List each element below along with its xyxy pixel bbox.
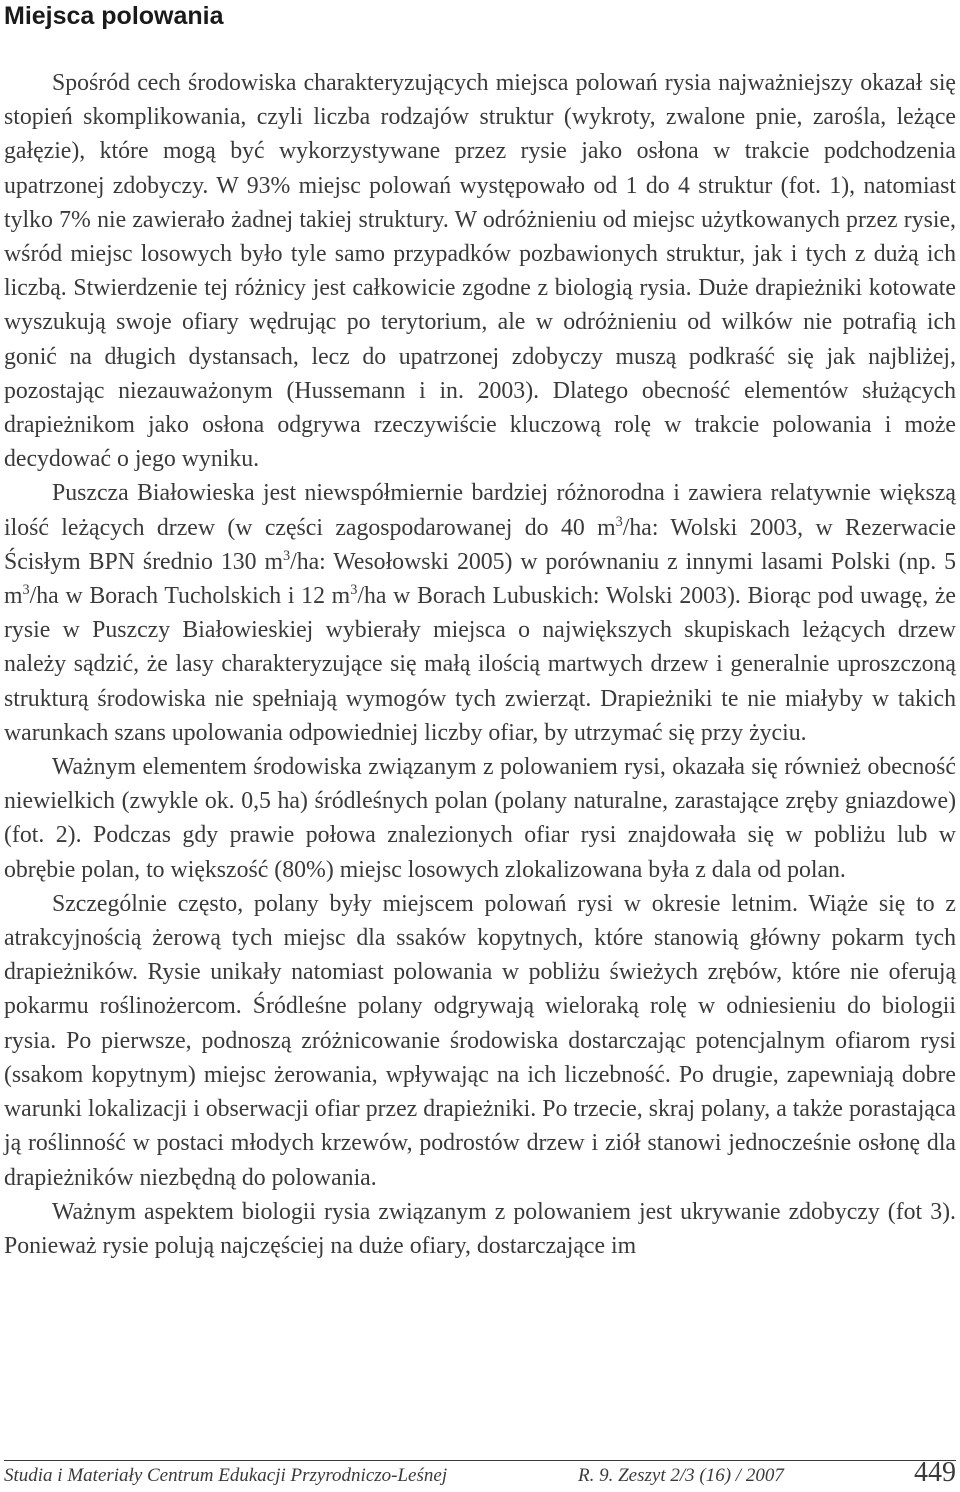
- text-span: /ha w Borach Lubuskich: Wolski 2003). Biorąc pod uwagę, że rysie w Puszczy Białowieskiej wybierały miejsca o największych skupiskach leżących drzew należy sądzić, że lasy charakteryzujące się małą ilością martwych drzew i generalnie uproszczoną strukturą środowiska nie spełniają wymogów tych zwierząt. Drapieżniki te nie miałyby w takich warunkach szans upolowania odpowiedniej liczby ofiar, by utrzymać się przy życiu.: [4, 583, 956, 746]
- superscript: 3: [282, 547, 291, 564]
- footer-divider: [4, 1460, 956, 1461]
- paragraph: Ważnym aspektem biologii rysia związanym z polowaniem jest ukrywanie zdobyczy (fot 3). Ponieważ rysie polują najczęściej na duże ofiary, dostarczające im: [4, 1198, 956, 1259]
- footer-journal-title: Studia i Materiały Centrum Edukacji Przyrodniczo-Leśnej: [4, 1465, 448, 1486]
- text-span: /ha: Wolski 2003, w Rezerwacie Ścisłym BPN średnio 130 m: [4, 514, 956, 575]
- page-number: 449: [914, 1457, 956, 1488]
- section-heading: Miejsca polowania: [4, 2, 224, 30]
- superscript: 3: [22, 582, 30, 599]
- text-span: Puszcza Białowieska jest niewspółmiernie bardziej różnorodna i zawiera relatywnie większą ilość leżących drzew (w części zagospodarowanej do 40 m: [4, 480, 956, 541]
- text-span: /ha w Borach Tucholskich i 12 m: [29, 583, 351, 610]
- footer-issue: R. 9. Zeszyt 2/3 (16) / 2007: [578, 1465, 784, 1486]
- paragraph: [4, 476, 956, 750]
- superscript: 3: [615, 513, 623, 530]
- paragraph: Szczególnie często, polany były miejscem polowań rysi w okresie letnim. Wiąże się to z atrakcyjnością żerową tych miejsc dla ssaków kopytnych, które stanowią główny pokarm tych drapieżników. Rysie unikały natomiast polowania w pobliżu świeżych zrębów, które nie oferują pokarmu roślinożercom. Śródleśne polany odgrywają wieloraką rolę w odniesieniu do biologii rysia. Po pierwsze, podnoszą zróżnicowanie środowiska dostarczając potencjalnym ofiarom rysi (ssakom kopytnym) miejsc żerowania, wpływając na ich liczebność. Po drugie, zapewniają dobre warunki lokalizacji i obserwacji ofiar przez drapieżniki. Po trzecie, skraj polany, a także porastająca ją roślinność w postaci młodych krzewów, podrostów drzew i ziół stanowi jednocześnie osłonę dla drapieżników niezbędną do polowania.: [4, 890, 956, 1191]
- text-span: /ha: Wesołowski 2005) w porównaniu z innymi lasami Polski (np. 5 m: [4, 548, 956, 610]
- body-text: [4, 66, 956, 1263]
- superscript: 3: [350, 582, 358, 599]
- paragraph: Ważnym elementem środowiska związanym z polowaniem rysi, okazała się również obecność niewielkich (zwykle ok. 0,5 ha) śródleśnych polan (polany naturalne, zarastające zręby gniazdowe) (fot. 2). Podczas gdy prawie połowa znalezionych ofiar rysi znajdowała się w pobliżu lub w obrębie polan, to większość (80%) miejsc losowych zlokalizowana była z dala od polan.: [4, 754, 956, 883]
- paragraph: Spośród cech środowiska charakteryzujących miejsca polowań rysia najważniejszy okazał się stopień skomplikowania, czyli liczba rodzajów struktur (wykroty, zwalone pnie, zarośla, leżące gałęzie), które mogą być wykorzystywane przez rysie jako osłona w trakcie podchodzenia upatrzonej zdobyczy. W 93% miejsc polowań występowało od 1 do 4 struktur (fot. 1), natomiast tylko 7% nie zawierało żadnej takiej struktury. W odróżnieniu od miejsc użytkowanych przez rysie, wśród miejsc losowych było tyle samo przypadków pozbawionych struktur, jak i tych z dużą ich liczbą. Stwierdzenie tej różnicy jest całkowicie zgodne z biologią rysia. Duże drapieżniki kotowate wyszukują swoje ofiary wędrując po terytorium, ale w odróżnieniu od wilków nie potrafią ich gonić na długich dystansach, lecz do upatrzonej zdobyczy muszą podkraść się jak najbliżej, pozostając niezauważonym (Hussemann i in. 2003). Dlatego obecność elementów służących drapieżnikom jako osłona odgrywa rzeczywiście kluczową rolę w trakcie polowania i może decydować o jego wyniku.: [4, 70, 956, 473]
